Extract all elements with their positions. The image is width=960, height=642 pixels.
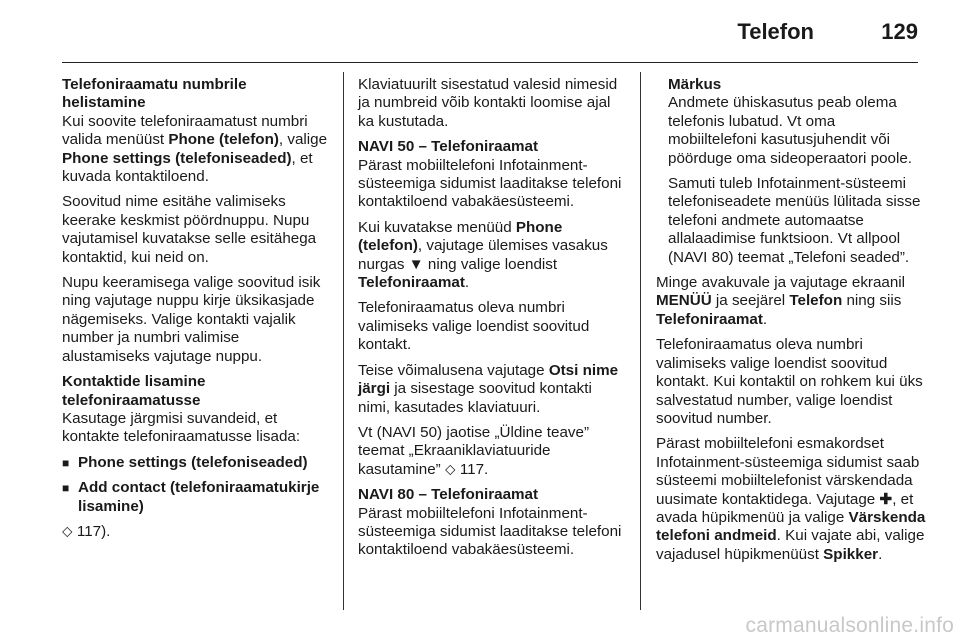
paragraph: Pärast mobiiltelefoni esmakordset Infotainment-süsteemiga sidumist saab süsteemi mobiiltelefonist värskendada uusimate kontaktidega. Vajutage ✚, et avada hüpikmenüü ja valige Värskenda telefoni andmeid. Kui vajate abi, valige vajadusel hüpikmenüüst Spikker. — [656, 435, 926, 563]
page-ref-arrow-icon[interactable]: ⬦ — [444, 460, 456, 478]
paragraph: Telefoniraamatus oleva numbri valimiseks valige loendist soovitud kontakt. Kui kontaktil on rohkem kui üks salvestatud number, valige loendist soovitud number. — [656, 336, 923, 427]
paragraph: Kui soovite telefoniraamatust numbri valida menüüst Phone (telefon), valige Phone settings (telefoniseaded), et kuvada kontaktiloend. — [62, 112, 328, 186]
column-divider — [343, 72, 344, 610]
paragraph: Teise võimalusena vajutage Otsi nime järgi ja sisestage soovitud kontakti nimi, kasutades klaviatuuri. — [358, 361, 619, 416]
paragraph: Telefoniraamatus oleva numbri valimiseks valige loendist soovitud kontakt. — [358, 299, 590, 354]
paragraph: Klaviatuurilt sisestatud valesid nimesid ja numbreid võib kontakti loomise ajal ka kustutada. — [358, 76, 618, 130]
paragraph: Minge avakuvale ja vajutage ekraanil MENÜÜ ja seejärel Telefon ning siis Telefoniraamat. — [656, 274, 906, 328]
paragraph: Soovitud nime esitähe valimiseks keerake keskmist pöördnuppu. Nupu vajutamisel kuvatakse selle esitähega kontaktid, kui neid on. — [62, 193, 317, 266]
note-paragraph: Samuti tuleb Infotainment-süsteemi telefoniseadete menüüs lülitada sisse telefoni andmete automaatse allalaadimise funktsioon. Vt allpool (NAVI 80) teemat „Telefoni seaded”. — [668, 175, 921, 266]
paragraph: Pärast mobiiltelefoni Infotainment-süsteemiga sidumist laaditakse telefoni kontaktiloend vabakäesüsteemi. — [358, 504, 622, 559]
section-heading: NAVI 50 – Telefoniraamat — [358, 138, 539, 156]
page-header — [62, 0, 918, 63]
plus-icon: ✚ — [879, 490, 893, 508]
page-number: 129 — [881, 19, 918, 44]
note-box — [656, 76, 926, 267]
paragraph: Pärast mobiiltelefoni Infotainment-süsteemiga sidumist laaditakse telefoni kontaktiloend vabakäesüsteemi. — [358, 156, 622, 211]
note-paragraph: Andmete ühiskasutus peab olema telefonis lubatud. Vt oma mobiiltelefoni kasutusjuhendit või pöörduge oma sideoperaatori poole. — [668, 94, 913, 167]
list-item: ■ Add contact (telefoniraamatukirje lisamine) — [62, 479, 320, 515]
column-divider — [640, 72, 641, 610]
note-title: Märkus — [668, 76, 722, 93]
section-heading: Telefoniraamatu numbrile helistamine — [62, 76, 247, 112]
paragraph: ⬦ 117). — [62, 522, 111, 540]
list-item: ■ Phone settings (telefoniseaded) — [62, 453, 308, 471]
column-2 — [358, 76, 628, 567]
page-title: Telefon — [737, 19, 814, 44]
bullet-square-icon: ■ — [62, 455, 70, 470]
column-1 — [62, 76, 330, 548]
bullet-square-icon: ■ — [62, 481, 70, 496]
watermark: carmanualsonline.info — [745, 614, 954, 637]
paragraph: Nupu keeramisega valige soovitud isik ning vajutage nuppu kirje üksikasjade nägemiseks. Valige kontakti vajalik number ja numbri valimise alustamiseks vajutage nuppu. — [62, 274, 321, 365]
paragraph: Kasutage järgmisi suvandeid, et kontakte telefoniraamatusse lisada: — [62, 409, 301, 446]
column-3 — [656, 76, 926, 571]
page-ref-arrow-icon[interactable]: ⬦ — [62, 522, 73, 540]
section-heading: Kontaktide lisamine telefoniraamatusse — [62, 373, 206, 409]
section-heading: NAVI 80 – Telefoniraamat — [358, 486, 539, 504]
paragraph: Vt (NAVI 50) jaotise „Üldine teave” teemat „Ekraaniklaviatuuride kasutamine” ⬦ 117. — [358, 423, 590, 478]
paragraph: Kui kuvatakse menüüd Phone (telefon), vajutage ülemises vasakus nurgas ▼ ning valige loendist Telefoniraamat. — [358, 218, 608, 292]
